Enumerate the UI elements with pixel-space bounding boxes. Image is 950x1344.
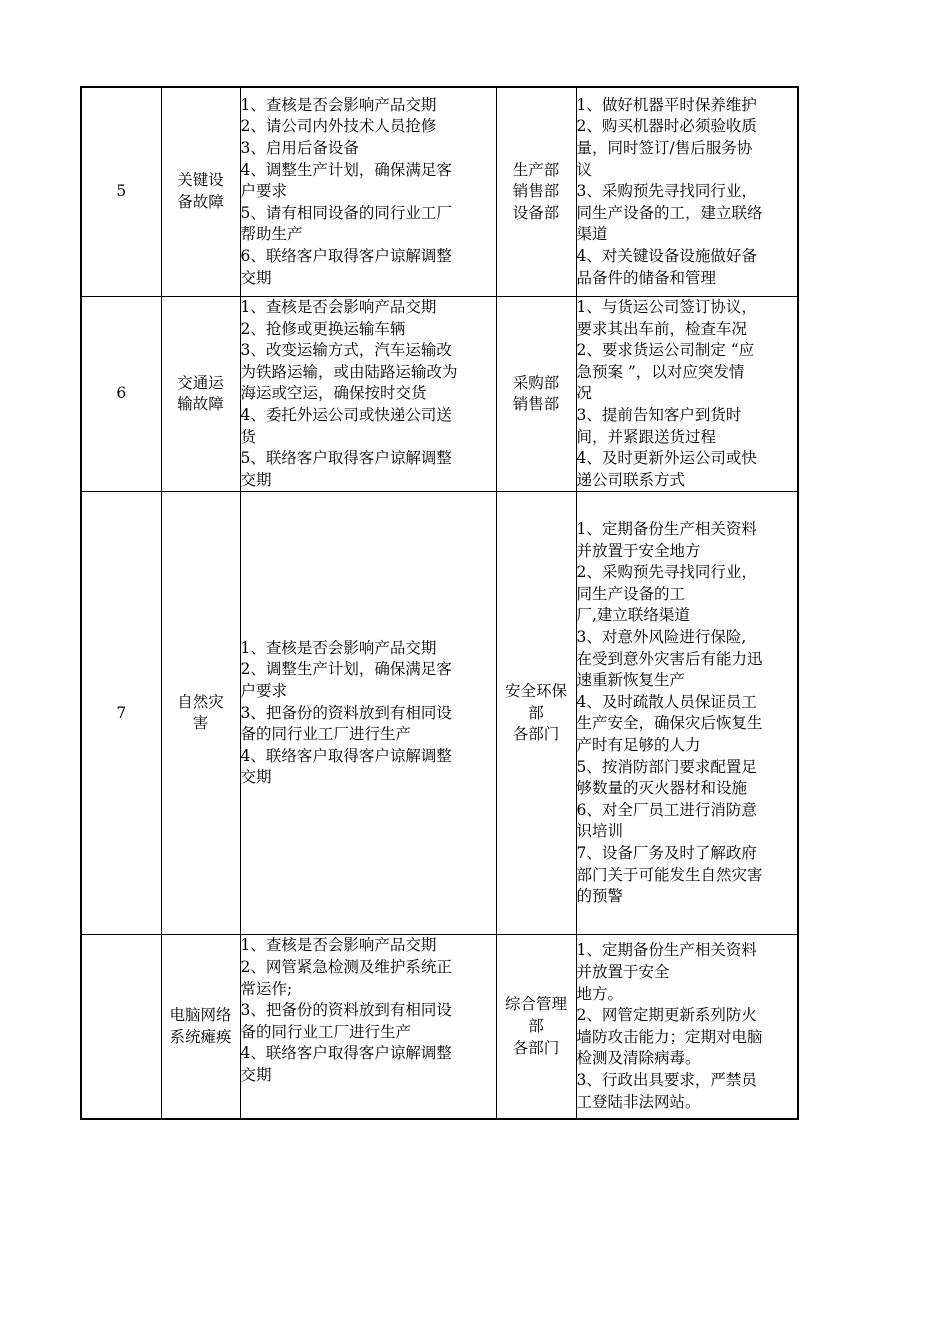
- prevention-line: 量，同时签订/售后服务协: [576, 139, 753, 158]
- risk-name-line: 系统瘫痪: [169, 1027, 232, 1046]
- measure-line: 货: [240, 427, 257, 446]
- response-measures: [240, 87, 496, 297]
- department-line: 综合管理: [504, 995, 567, 1014]
- responsible-departments: [496, 87, 576, 297]
- department-line: 各部门: [512, 1038, 560, 1057]
- risk-name-line: 交通运: [177, 373, 224, 392]
- table-row: [81, 492, 798, 935]
- prevention-line: 3、行政出具要求，严禁员: [576, 1071, 757, 1090]
- prevention-line: 7、设备厂务及时了解政府: [576, 843, 757, 862]
- prevention-line: 部门关于可能发生自然灾害: [576, 865, 763, 884]
- prevention-line: 4、对关键设备设施做好备: [576, 246, 757, 265]
- prevention-measures: [576, 87, 798, 297]
- table-row: [81, 87, 798, 297]
- prevention-line: 工登陆非法网站。: [576, 1092, 701, 1111]
- prevention-measures: [576, 297, 798, 492]
- measure-line: 常运作;: [240, 979, 293, 998]
- measure-line: 4、调整生产计划，确保满足客: [240, 160, 452, 179]
- prevention-line: 况: [576, 384, 593, 403]
- measure-line: 1、查核是否会影响产品交期: [240, 936, 437, 955]
- prevention-line: 1、与货运公司签订协议，: [576, 298, 757, 316]
- measure-line: 5、联络客户取得客户谅解调整: [240, 449, 452, 468]
- department-line: 生产部: [512, 160, 560, 179]
- risk-name-line: 害: [192, 714, 209, 733]
- department-line: 设备部: [512, 203, 560, 222]
- measure-line: 2、请公司内外技术人员抢修: [240, 117, 437, 136]
- prevention-line: 速重新恢复生产: [576, 671, 686, 690]
- row-number: 6: [81, 297, 161, 492]
- risk-name: [161, 87, 240, 297]
- department-line: 部: [528, 703, 544, 722]
- response-measures: [240, 297, 496, 492]
- prevention-line: 2、要求货运公司制定 “应: [576, 341, 755, 360]
- prevention-line: 并放置于安全地方: [576, 541, 701, 560]
- risk-name: [161, 492, 240, 935]
- prevention-line: 间，并紧跟送货过程: [576, 427, 717, 446]
- measure-line: 为铁路运输，或由陆路运输改为: [240, 362, 458, 381]
- measure-line: 交期: [240, 768, 272, 787]
- risk-name-line: 输故障: [177, 395, 224, 414]
- row-number: 7: [81, 492, 161, 935]
- prevention-line: 1、定期备份生产相关资料: [576, 941, 757, 960]
- prevention-line: 墙防攻击能力；定期对电脑: [576, 1027, 763, 1046]
- measure-line: 3、启用后备设备: [240, 139, 359, 158]
- department-line: 安全环保: [504, 681, 567, 700]
- measure-line: 3、把备份的资料放到有相同设: [240, 703, 452, 722]
- prevention-line: 议: [576, 160, 593, 179]
- measure-line: 1、查核是否会影响产品交期: [240, 298, 437, 316]
- measure-line: 2、调整生产计划，确保满足客: [240, 660, 452, 679]
- measure-line: 1、查核是否会影响产品交期: [240, 95, 437, 114]
- prevention-line: 的预警: [576, 887, 624, 906]
- risk-name-line: 关键设: [177, 171, 224, 190]
- prevention-line: 厂,建立联络渠道: [576, 606, 690, 625]
- department-line: 销售部: [512, 395, 560, 414]
- prevention-measures: [576, 492, 798, 935]
- prevention-line: 1、做好机器平时保养维护: [576, 95, 757, 114]
- responsible-departments: [496, 492, 576, 935]
- prevention-line: 3、对意外风险进行保险,: [576, 627, 747, 646]
- prevention-line: 4、及时更新外运公司或快: [576, 449, 757, 468]
- measure-line: 4、联络客户取得客户谅解调整: [240, 746, 452, 765]
- prevention-line: 递公司联系方式: [576, 470, 686, 489]
- measure-line: 备的同行业工厂进行生产: [240, 1022, 412, 1041]
- measure-line: 海运或空运，确保按时交货: [240, 384, 427, 403]
- prevention-line: 并放置于安全: [576, 963, 670, 982]
- risk-name: [161, 297, 240, 492]
- table-row: [81, 935, 798, 1120]
- measure-line: 4、委托外运公司或快递公司送: [240, 405, 452, 424]
- department-line: 采购部: [512, 373, 560, 392]
- response-measures: [240, 935, 496, 1120]
- prevention-line: 急预案 ”，以对应突发情: [576, 362, 745, 381]
- responsible-departments: [496, 297, 576, 492]
- measure-line: 帮助生产: [240, 225, 303, 244]
- measure-line: 交期: [240, 268, 272, 287]
- response-measures: [240, 492, 496, 935]
- prevention-line: 生产安全，确保灾后恢复生: [576, 714, 763, 733]
- prevention-line: 3、提前告知客户到货时: [576, 405, 742, 424]
- prevention-line: 在受到意外灾害后有能力迅: [576, 649, 763, 668]
- risk-response-table: [80, 86, 799, 1120]
- measure-line: 户要求: [240, 681, 288, 700]
- risk-name: [161, 935, 240, 1120]
- prevention-line: 1、定期备份生产相关资料: [576, 520, 757, 538]
- prevention-line: 同生产设备的工，建立联络: [576, 203, 763, 222]
- measure-line: 3、把备份的资料放到有相同设: [240, 1001, 452, 1020]
- prevention-line: 5、按消防部门要求配置足: [576, 757, 757, 776]
- risk-name-line: 备故障: [177, 193, 224, 211]
- table-row: [81, 297, 798, 492]
- prevention-line: 2、购买机器时必须验收质: [576, 117, 757, 136]
- measure-line: 2、网管紧急检测及维护系统正: [240, 957, 452, 976]
- measure-line: 2、抢修或更换运输车辆: [240, 319, 406, 338]
- department-line: 各部门: [512, 725, 560, 744]
- prevention-line: 2、网管定期更新系列防火: [576, 1006, 757, 1025]
- measure-line: 5、请有相同设备的同行业工厂: [240, 203, 452, 222]
- measure-line: 交期: [240, 1065, 272, 1084]
- prevention-line: 4、及时疏散人员保证员工: [576, 692, 757, 711]
- measure-line: 备的同行业工厂进行生产: [240, 725, 412, 744]
- measure-line: 户要求: [240, 182, 288, 201]
- measure-line: 6、联络客户取得客户谅解调整: [240, 246, 452, 265]
- row-number: [81, 935, 161, 1120]
- prevention-line: 6、对全厂员工进行消防意: [576, 800, 757, 819]
- risk-name-line: 自然灾: [177, 692, 224, 711]
- prevention-line: 要求其出车前，检查车况: [576, 319, 748, 338]
- measure-line: 3、改变运输方式，汽车运输改: [240, 341, 452, 360]
- measure-line: 交期: [240, 470, 272, 489]
- prevention-line: 品备件的储备和管理: [576, 268, 717, 287]
- prevention-line: 2、采购预先寻找同行业，: [576, 563, 757, 582]
- prevention-line: 够数量的灭火器材和设施: [576, 779, 748, 798]
- measure-line: 1、查核是否会影响产品交期: [240, 638, 437, 657]
- row-number: 5: [81, 87, 161, 297]
- prevention-line: 产时有足够的人力: [576, 735, 701, 754]
- prevention-line: 3、采购预先寻找同行业，: [576, 182, 757, 201]
- department-line: 销售部: [512, 182, 560, 201]
- prevention-line: 地方。: [576, 984, 624, 1003]
- department-line: 部: [528, 1017, 544, 1036]
- prevention-line: 同生产设备的工: [576, 584, 686, 603]
- prevention-measures: [576, 935, 798, 1120]
- measure-line: 4、联络客户取得客户谅解调整: [240, 1044, 452, 1063]
- prevention-line: 渠道: [576, 225, 608, 244]
- prevention-line: 识培训: [576, 822, 624, 841]
- risk-name-line: 电脑网络: [169, 1006, 232, 1025]
- responsible-departments: [496, 935, 576, 1120]
- prevention-line: 检测及清除病毒。: [576, 1049, 701, 1068]
